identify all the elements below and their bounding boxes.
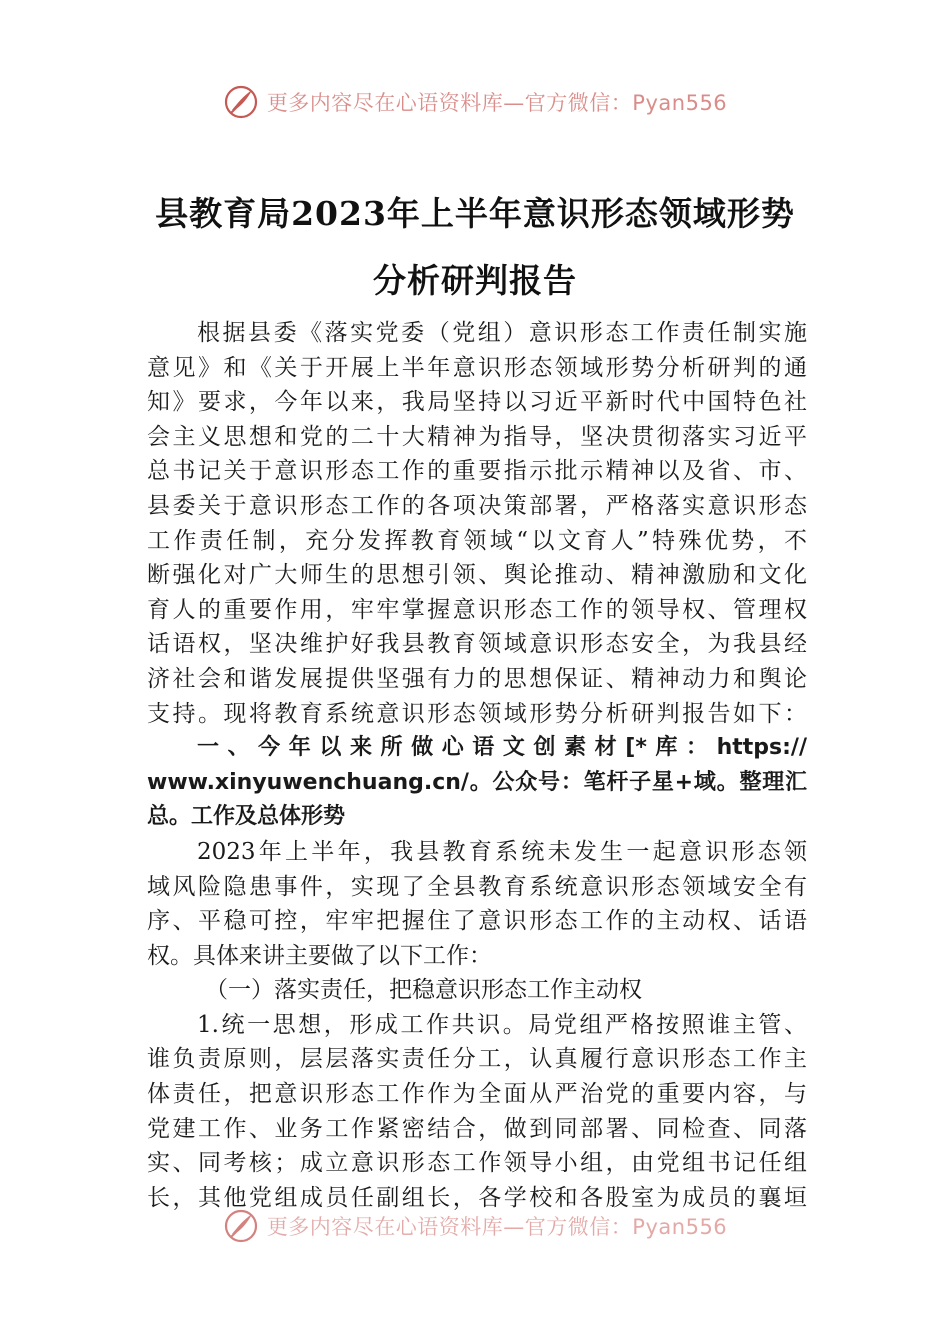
paragraph-line: 体责任，把意识形态工作作为全面从严治党的重要内容，与: [147, 1081, 807, 1108]
paragraph-line: 实、同考核；成立意识形态工作领导小组，由党组书记任组: [147, 1150, 807, 1177]
page-title-line-1: 县教育局2023年上半年意识形态领域形势: [155, 194, 795, 233]
paragraph-line: 权。具体来讲主要做了以下工作：: [147, 942, 492, 969]
paragraph-line: 县委关于意识形态工作的各项决策部署，严格落实意识形态: [147, 492, 807, 519]
paragraph-line: 谁负责原则，层层落实责任分工，认真履行意识形态工作主: [147, 1046, 807, 1073]
paragraph-line: 育人的重要作用，牢牢掌握意识形态工作的领导权、管理权: [147, 596, 807, 623]
section-heading-line: www.xinyuwenchuang.cn/。公众号：笔杆子星+域。整理汇: [147, 769, 807, 795]
section-heading-line: 总。工作及总体形势: [147, 804, 346, 830]
document-body: [147, 316, 807, 1215]
paragraph-line: 2023年上半年，我县教育系统未发生一起意识形态领: [197, 838, 807, 865]
paragraph-line: 工作责任制，充分发挥教育领域“以文育人”特殊优势，不: [147, 527, 807, 554]
quill-pen-logo-icon: [223, 1208, 259, 1244]
watermark-text: 更多内容尽在心语资料库—官方微信：Pyan556: [266, 1215, 728, 1239]
paragraph-line: 1.统一思想，形成工作共识。局党组严格按照谁主管、: [197, 1011, 807, 1038]
watermark-text: 更多内容尽在心语资料库—官方微信：Pyan556: [266, 91, 728, 115]
paragraph-line: 域风险隐患事件，实现了全县教育系统意识形态领域安全有: [147, 873, 807, 900]
page-title-line-2: 分析研判报告: [373, 261, 577, 300]
paragraph-line: 知》要求，今年以来，我局坚持以习近平新时代中国特色社: [147, 389, 807, 416]
paragraph-line: 党建工作、业务工作紧密结合，做到同部署、同检查、同落: [147, 1115, 807, 1142]
paragraph-line: 根据县委《落实党委（党组）意识形态工作责任制实施: [197, 320, 807, 346]
paragraph-line: 断强化对广大师生的思想引领、舆论推动、精神激励和文化: [147, 562, 807, 589]
paragraph-line: 意见》和《关于开展上半年意识形态领域形势分析研判的通: [147, 354, 807, 381]
paragraph-line: 济社会和谐发展提供坚强有力的思想保证、精神动力和舆论: [147, 665, 807, 692]
section-heading-line: 一、今年以来所做心语文创素材[*库：https://: [197, 735, 807, 761]
watermark-top: [0, 82, 950, 122]
paragraph-line: 长，其他党组成员任副组长，各学校和各股室为成员的襄垣: [147, 1184, 807, 1211]
paragraph-line: 话语权，坚决维护好我县教育领域意识形态安全，为我县经: [147, 631, 807, 658]
paragraph-line: 总书记关于意识形态工作的重要指示批示精神以及省、市、: [147, 458, 807, 485]
subsection-heading: （一）落实责任，把稳意识形态工作主动权: [205, 977, 642, 1004]
paragraph-line: 序、平稳可控，牢牢把握住了意识形态工作的主动权、话语: [147, 908, 807, 935]
quill-pen-logo-icon: [223, 84, 259, 120]
watermark-bottom: [0, 1206, 950, 1246]
paragraph-line: 会主义思想和党的二十大精神为指导，坚决贯彻落实习近平: [147, 423, 807, 450]
paragraph-line: 支持。现将教育系统意识形态领域形势分析研判报告如下：: [147, 700, 807, 727]
